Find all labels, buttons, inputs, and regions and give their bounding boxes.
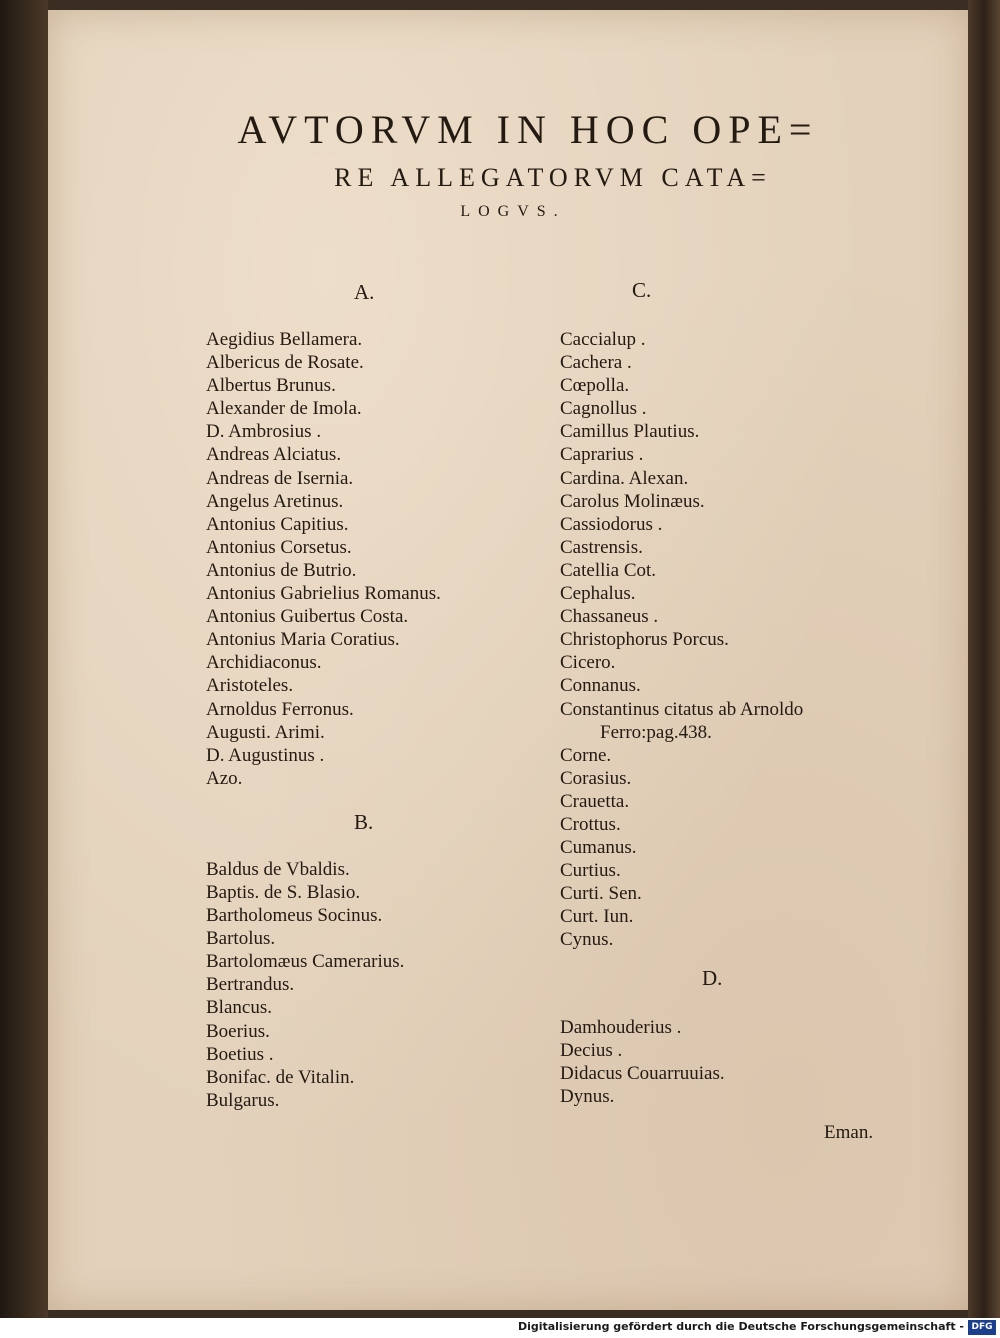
catalog-title	[48, 102, 968, 226]
author-entry: Augusti. Arimi.	[206, 721, 325, 743]
left-column	[206, 278, 556, 1112]
author-entry: Chassaneus .	[560, 606, 659, 628]
author-entry: Curt. Iun.	[560, 906, 634, 928]
author-entry: Corne.	[560, 744, 612, 766]
title-line-1: AVTORVM IN HOC OPE=	[237, 107, 819, 152]
author-entry: Albertus Brunus.	[206, 375, 336, 397]
author-entry: Azo.	[206, 767, 243, 789]
author-entry: Antonius Guibertus Costa.	[206, 606, 409, 628]
author-entry: Blancus.	[206, 997, 272, 1019]
dfg-logo: DFG	[968, 1320, 996, 1335]
title-line-2: RE ALLEGATORVM CATA=	[334, 163, 772, 192]
author-entry: Castrensis.	[560, 536, 643, 558]
scan-border-right	[968, 0, 1000, 1318]
author-entry: Antonius Gabrielius Romanus.	[206, 583, 441, 605]
author-entry: Bartholomeus Socinus.	[206, 905, 383, 927]
section-letter-d: D.	[702, 965, 723, 990]
book-page	[48, 10, 968, 1310]
digitization-footer	[0, 1318, 1000, 1338]
author-entry: Catellia Cot.	[560, 559, 657, 581]
author-entry: Cynus.	[560, 929, 614, 951]
author-entry: Bertrandus.	[206, 974, 295, 996]
author-entry: Didacus Couarruuias.	[560, 1062, 725, 1084]
author-entry: Dynus.	[560, 1085, 615, 1107]
author-entry: D. Ambrosius .	[206, 421, 322, 443]
author-entry: Antonius Corsetus.	[206, 536, 352, 558]
author-entry: Aristoteles.	[206, 675, 294, 697]
section-letter-c: C.	[632, 278, 652, 302]
author-entry: Cardina. Alexan.	[560, 467, 689, 489]
author-entry: Antonius de Butrio.	[206, 559, 357, 581]
author-entry: Bulgarus.	[206, 1089, 280, 1111]
author-entry: Caprarius .	[560, 444, 644, 466]
author-entry: Bartolus.	[206, 928, 276, 950]
author-entry: Crottus.	[560, 813, 621, 835]
author-entry: Bonifac. de Vitalin.	[206, 1066, 355, 1088]
author-entry: Arnoldus Ferronus.	[206, 698, 354, 720]
section-letter-b: B.	[354, 809, 374, 834]
footer-credit: Digitalisierung gefördert durch die Deutsche Forschungsgemeinschaft -	[517, 1320, 964, 1333]
author-entry: Crauetta.	[560, 790, 630, 812]
author-entry: Baldus de Vbaldis.	[206, 858, 350, 880]
author-entry: Cassiodorus .	[560, 513, 663, 535]
author-entry: Cumanus.	[560, 837, 637, 859]
author-entry: Curti. Sen.	[560, 883, 642, 905]
author-entry: Boerius.	[206, 1020, 270, 1042]
author-entry: Baptis. de S. Blasio.	[206, 881, 361, 903]
scan-border-left	[0, 0, 48, 1318]
author-entry: Cagnollus .	[560, 398, 647, 420]
author-entry: Constantinus citatus ab Arnoldo	[560, 698, 804, 720]
author-entry: Bartolomæus Camerarius.	[206, 951, 405, 973]
right-column	[560, 276, 960, 1108]
author-entry: Andreas de Isernia.	[206, 467, 354, 489]
author-entry: Damhouderius .	[560, 1016, 682, 1038]
author-entry: Andreas Alciatus.	[206, 444, 342, 466]
author-entry: Archidiaconus.	[206, 652, 322, 674]
author-entry: Christophorus Porcus.	[560, 629, 729, 651]
author-entry: Aegidius Bellamera.	[206, 329, 363, 350]
author-entry: Curtius.	[560, 860, 621, 882]
author-entry: Camillus Plautius.	[560, 421, 700, 443]
author-entry: Alexander de Imola.	[206, 398, 362, 420]
author-entry: Decius .	[560, 1039, 623, 1061]
author-entry: Connanus.	[560, 675, 641, 697]
author-entry: Cachera .	[560, 352, 632, 374]
section-letter-a: A.	[354, 280, 375, 304]
author-entry: Antonius Capitius.	[206, 513, 349, 535]
catchword: Eman.	[824, 1122, 874, 1143]
author-entry-continuation: Ferro:pag.438.	[600, 721, 712, 743]
author-entry: Albericus de Rosate.	[206, 352, 364, 374]
author-entry: Cœpolla.	[560, 375, 630, 397]
author-entry: Cicero.	[560, 652, 616, 674]
author-entry: Antonius Maria Coratius.	[206, 629, 400, 651]
author-entry: Corasius.	[560, 767, 632, 789]
title-line-3: LOGVS.	[460, 203, 566, 220]
author-entry: Boetius .	[206, 1043, 274, 1065]
author-entry: Angelus Aretinus.	[206, 490, 344, 512]
author-entry: Carolus Molinæus.	[560, 490, 705, 512]
author-entry: Cephalus.	[560, 583, 636, 605]
author-entry: Caccialup .	[560, 329, 646, 350]
author-entry: D. Augustinus .	[206, 744, 325, 766]
